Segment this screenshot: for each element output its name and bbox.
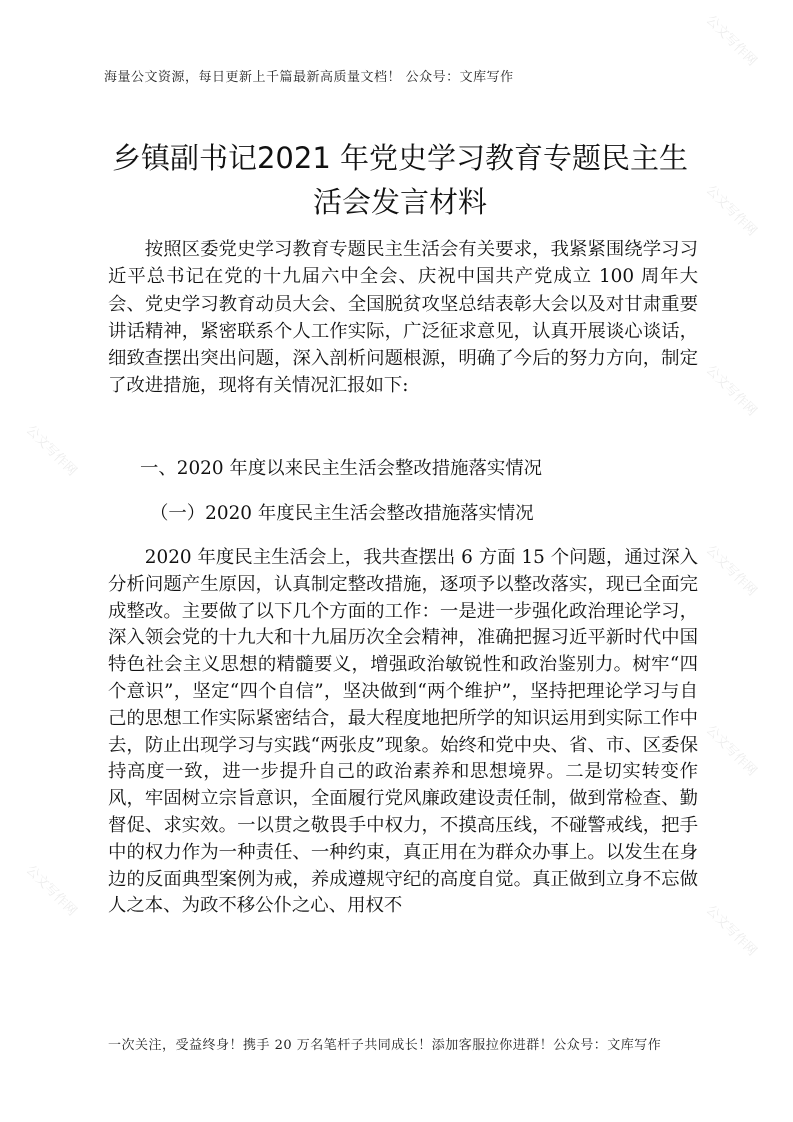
watermark: 公文写作网 — [702, 182, 760, 240]
watermark: 公文写作网 — [22, 422, 80, 480]
watermark: 公文写作网 — [702, 542, 760, 600]
watermark: 公文写作网 — [22, 862, 80, 920]
watermark: 公文写作网 — [702, 902, 760, 960]
intro-section — [108, 236, 698, 400]
section-heading-2: （一）2020 年度民主生活会整改措施落实情况 — [150, 503, 534, 524]
intro-paragraph: 按照区委党史学习教育专题民主生活会有关要求，我紧紧围绕学习习近平总书记在党的十九届六中全会、庆祝中国共产党成立 100 周年大会、党史学习教育动员大会、全国脱贫攻坚总结表彰大会以及对甘肃重要讲话精神，紧密联系个人工作实际，广泛征求意见，认真开展谈心谈话，细致查摆出突出问题，深入剖析问题根源，明确了今后的努力方向，制定了改进措施，现将有关情况汇报如下: — [108, 239, 698, 397]
footer-note: 一次关注，受益终身！携手 20 万名笔杆子共同成长！添加客服拉你进群！公众号：文库写作 — [108, 1038, 662, 1053]
section-heading-1: 一、2020 年度以来民主生活会整改措施落实情况 — [140, 458, 543, 479]
watermark: 公文写作网 — [702, 12, 760, 70]
header-note: 海量公文资源，每日更新上千篇最新高质量文档！ 公众号：文库写作 — [104, 70, 514, 85]
rectification-section — [108, 545, 698, 920]
watermark: 公文写作网 — [702, 362, 760, 420]
rectification-paragraph: 2020 年度民主生活会上，我共查摆出 6 方面 15 个问题，通过深入分析问题产生原因，认真制定整改措施，逐项予以整改落实，现已全面完成整改。主要做了以下几个方面的工作：一是进一步强化政治理论学习，深入领会党的十九大和十九届历次全会精神，准确把握习近平新时代中国特色社会主义思想的精髓要义，增强政治敏锐性和政治鉴别力。树牢“四个意识”，坚定“四个自信”，坚决做到“两个维护”，坚持把理论学习与自己的思想工作实际紧密结合，最大程度地把所学的知识运用到实际工作中去，防止出现学习与实践“两张皮”现象。始终和党中央、省、市、区委保持高度一致，进一步提升自己的政治素养和思想境界。二是切实转变作风，牢固树立宗旨意识，全面履行党风廉政建设责任制，做到常检查、勤督促、求实效。一以贯之敬畏手中权力，不摸高压线，不碰警戒线，把手中的权力作为一种责任、一种约束，真正用在为群众办事上。以发生在身边的反面典型案例为戒，养成遵规守纪的高度自觉。真正做到立身不忘做人之本、为政不移公仆之心、用权不 — [108, 547, 698, 917]
watermark: 公文写作网 — [702, 722, 760, 780]
document-title: 乡镇副书记2021 年党史学习教育专题民主生活会发言材料 — [111, 141, 689, 219]
